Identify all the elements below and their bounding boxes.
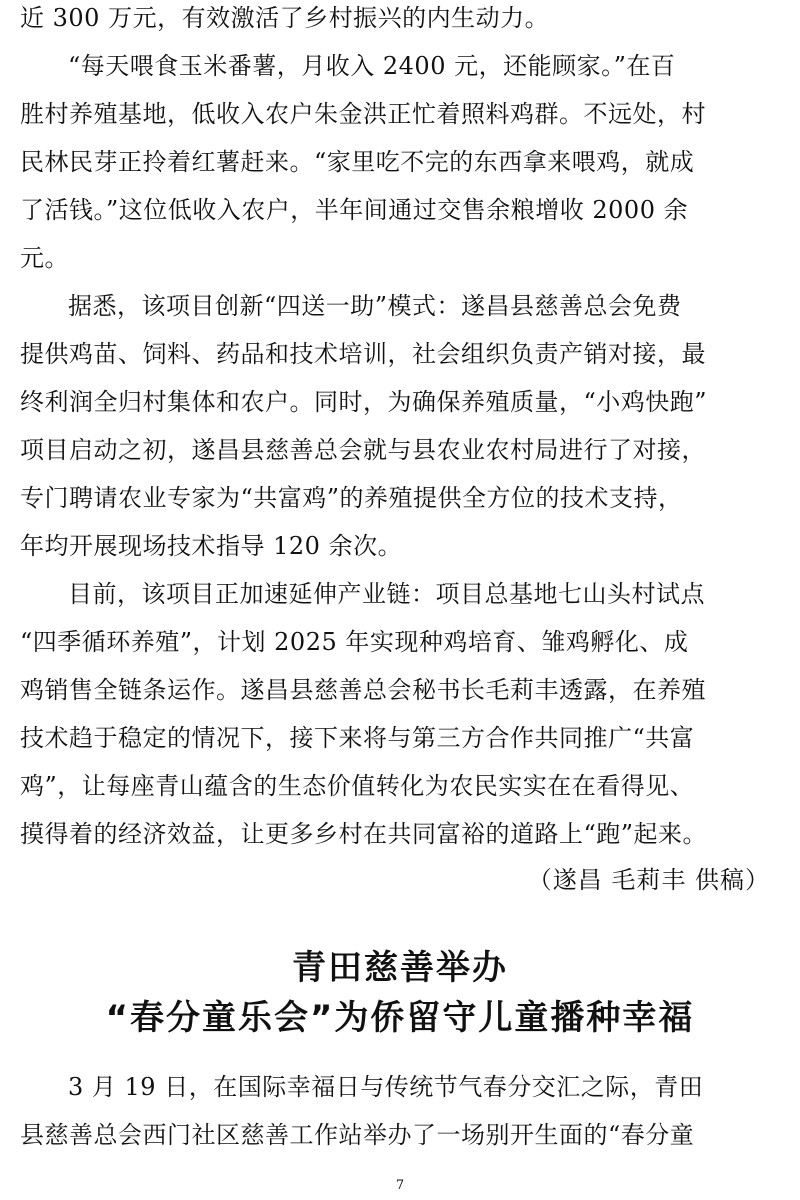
paragraph-line: “四季循环养殖”，计划 2025 年实现种鸡培育、雏鸡孵化、成: [20, 628, 689, 656]
paragraph-1: [20, 0, 780, 42]
paragraph-line: 据悉，该项目创新“四送一助”模式：遂昌县慈善总会免费: [68, 292, 682, 320]
paragraph-line: 项目启动之初，遂昌县慈善总会就与县农业农村局进行了对接，: [20, 436, 706, 464]
paragraph-line: 终利润全归村集体和农户。同时，为确保养殖质量，“小鸡快跑”: [20, 388, 708, 416]
paragraph-line: 鸡”，让每座青山蕴含的生态价值转化为农民实实在在看得见、: [20, 772, 695, 800]
paragraph-line: 年均开展现场技术指导 120 余次。: [20, 532, 403, 560]
paragraph-line: 专门聘请农业专家为“共富鸡”的养殖提供全方位的技术支持，: [20, 484, 683, 512]
paragraph-line: 民林民芽正拎着红薯赶来。“家里吃不完的东西拿来喂鸡，就成: [20, 148, 695, 176]
paragraph-line: 了活钱。”这位低收入农户，半年间通过交售余粮增收 2000 余: [20, 196, 689, 224]
article-title-line-2: “春分童乐会”为侨留守儿童播种幸福: [105, 998, 695, 1038]
paragraph-line: 近 300 万元，有效激活了乡村振兴的内生动力。: [20, 4, 550, 32]
paragraph-line: 目前，该项目正加速延伸产业链：项目总基地七山头村试点: [68, 580, 705, 608]
paragraph-2: [20, 42, 780, 282]
paragraph-line: 技术趋于稳定的情况下，接下来将与第三方合作共同推广“共富: [20, 724, 695, 752]
paragraph-line: 县慈善总会西门社区慈善工作站举办了一场别开生面的“春分童: [20, 1121, 695, 1149]
paragraph-line: 元。: [20, 244, 69, 272]
paragraph-line: 摸得着的经济效益，让更多乡村在共同富裕的道路上“跑”起来。: [20, 820, 708, 848]
page-number: 7: [395, 1178, 405, 1193]
paragraph-4: [20, 570, 780, 858]
paragraph-line: “每天喂食玉米番薯，月收入 2400 元，还能顾家。”在百: [68, 52, 676, 80]
paragraph-line: 3 月 19 日，在国际幸福日与传统节气春分交汇之际，青田: [68, 1073, 704, 1101]
paragraph-line: 鸡销售全链条运作。遂昌县慈善总会秘书长毛莉丰透露，在养殖: [20, 676, 706, 704]
byline: （遂昌 毛莉丰 供稿）: [527, 866, 770, 894]
paragraph-3: [20, 282, 780, 570]
paragraph-line: 提供鸡苗、饲料、药品和技术培训，社会组织负责产销对接，最: [20, 340, 706, 368]
next-article-paragraph: [20, 1063, 780, 1159]
article-title-line-1: 青田慈善举办: [292, 948, 508, 988]
paragraph-line: 胜村养殖基地，低收入农户朱金洪正忙着照料鸡群。不远处，村: [20, 100, 706, 128]
